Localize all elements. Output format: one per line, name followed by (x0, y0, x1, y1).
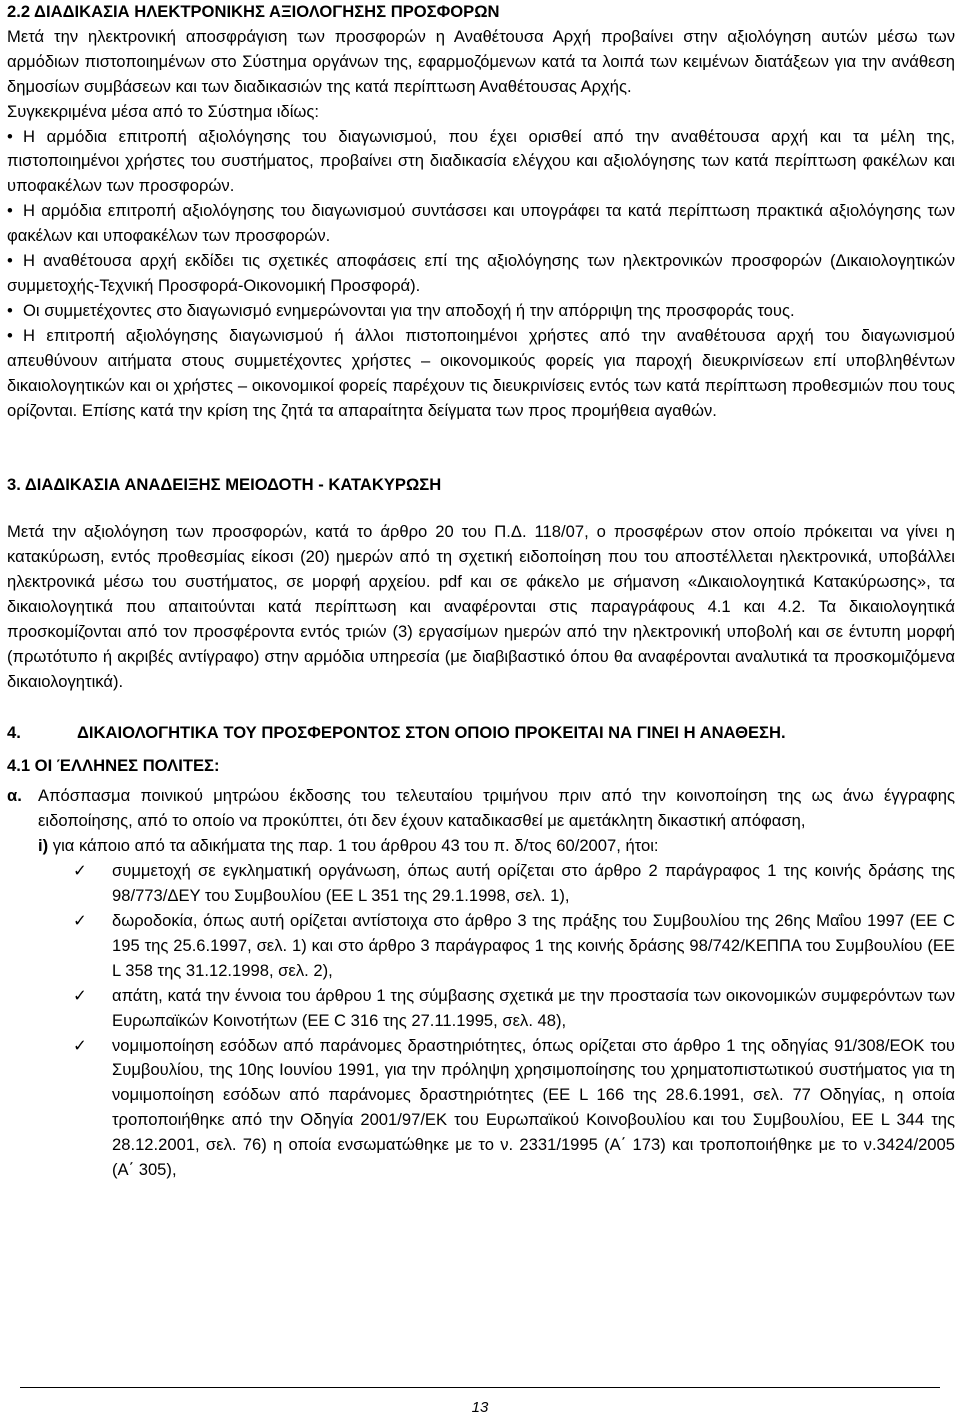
footer-divider (20, 1387, 940, 1388)
check-item-text: συμμετοχή σε εγκληματική οργάνωση, όπως αυτή ορίζεται στο άρθρο 2 παράγραφος 1 της κοινής δράσης της 98/773/ΔΕΥ του Συμβουλίου (ΕΕ L 351 της 29.1.1998, σελ. 1), (112, 861, 955, 906)
bullet-text: Η αρμόδια επιτροπή αξιολόγησης του διαγωνισμού, που έχει ορισθεί από την αναθέτουσα αρχή και τα μέλη της, πιστοποιημένοι χρήστες του συστήματος, προβαίνει στη διαδικασία ελέγχου και αξιολόγησης των κατά περίπτωση φακέλων και υποφακέλων των προσφορών. (7, 126, 955, 196)
section-2-2-lead: Συγκεκριμένα μέσα από το Σύστημα ιδίως: (7, 101, 319, 121)
bullet-text: Η αρμόδια επιτροπή αξιολόγησης του διαγωνισμού συντάσσει και υπογράφει τα κατά περίπτωση πρακτικά αξιολόγησης των φακέλων και υποφακέλων των προσφορών. (7, 201, 955, 246)
section-4-title (7, 721, 955, 746)
check-item-text: νομιμοποίηση εσόδων από παράνομες δραστηριότητες, όπως ορίζεται στο άρθρο 1 της οδηγίας 91/308/ΕΟΚ του Συμβουλίου, της 10ης Ιουνίου 1991, για την πρόληψη χρησιμοποίησης του χρηματοπιστωτικού συστήματος για τη νομιμοποίηση εσόδων από παράνομες δραστηριότητες (ΕΕ L 166 της 28.6.1991, σελ. 77 Οδηγίας, η οποία τροποποιήθηκε από την Οδηγία 2001/97/ΕΚ του Ευρωπαϊκού Κοινοβουλίου και του Συμβουλίου, ΕΕ L 344 της 28.12.2001, σελ. 76) η οποία ενσωματώθηκε με το ν. 2331/1995 (Α΄ 173) και τροποποιήθηκε με το ν.3424/2005 (Α΄ 305), (112, 1035, 955, 1180)
check-item-text: δωροδοκία, όπως αυτή ορίζεται αντίστοιχα στο άρθρο 3 της πράξης του Συμβουλίου της 26ης Μαΐου 1997 (ΕΕ C 195 της 25.6.1997, σελ. 1) και στο άρθρο 3 παράγραφος 1 της κοινής δράσης 98/742/ΚΕΠΠΑ του Συμβουλίου (ΕΕ L 358 της 31.12.1998, σελ. 2), (112, 911, 955, 980)
bullet-item (7, 324, 955, 424)
check-list-item (7, 909, 955, 984)
bullet-item (7, 249, 955, 299)
sub-item-i (38, 834, 955, 859)
check-list-item (7, 1034, 955, 1183)
check-list-item (7, 859, 955, 909)
bullet-text: Η αναθέτουσα αρχή εκδίδει τις σχετικές αποφάσεις επί της αξιολόγησης των ηλεκτρονικών προσφορών (Δικαιολογητικών συμμετοχής-Τεχνική Προσφορά-Οικονομική Προσφορά). (7, 251, 955, 295)
section-4-title-text: ΔΙΚΑΙΟΛΟΓΗΤΙΚΑ ΤΟΥ ΠΡΟΣΦΕΡΟΝΤΟΣ ΣΤΟΝ ΟΠΟΙΟ ΠΡΟΚΕΙΤΑΙ ΝΑ ΓΙΝΕΙ Η ΑΝΑΘΕΣΗ. (77, 722, 786, 742)
section-4-number: 4. (7, 722, 21, 742)
section-2-2-intro: Μετά την ηλεκτρονική αποσφράγιση των προσφορών η Αναθέτουσα Αρχή προβαίνει στην αξιολόγηση αυτών μέσω των αρμόδιων πιστοποιημένων στο Σύστημα οργάνων της, εφαρμοζόμενων κατά τα λοιπά των κειμένων διατάξεων για την ανάθεση δημοσίων συμβάσεων και των διαδικασιών της κατά περίπτωση Αναθέτουσας Αρχής. (7, 26, 955, 96)
bullet-icon: • (7, 325, 13, 345)
check-mark-icon: ✓ (73, 861, 87, 881)
bullet-text: Η επιτροπή αξιολόγησης διαγωνισμού ή άλλοι πιστοποιημένοι χρήστες από την αναθέτουσα αρχή του διαγωνισμού απευθύνουν αιτήματα στους συμμετέχοντες χρήστες – οικονομικούς φορείς για παροχή διευκρινίσεων επί υποβληθέντων δικαιολογητικών και οι χρήστες – οικονομικοί φορείς παρέχουν τις διευκρινίσεις εντός των κατά περίπτωση προθεσμιών που τους ορίζονται. Επίσης κατά την κρίση της ζητά τα απαραίτητα δείγματα των προς προμήθεια αγαθών. (7, 325, 955, 420)
check-list-item (7, 984, 955, 1034)
bullet-item (7, 299, 955, 324)
item-a-text: Απόσπασμα ποινικού μητρώου έκδοσης του τελευταίου τριμήνου πριν από την κοινοποίηση της ως άνω έγγραφης ειδοποίησης, από το οποίο να προκύπτει, ότι δεν έχουν καταδικασθεί με αμετάκλητη δικαστική απόφαση, (38, 786, 955, 831)
bullet-icon: • (7, 201, 13, 221)
section-3-body: Μετά την αξιολόγηση των προσφορών, κατά το άρθρο 20 του Π.Δ. 118/07, ο προσφέρων στον οποίο πρόκειται να γίνει η κατακύρωση, εντός προθεσμίας είκοσι (20) ημερών από τη σχετική ειδοποίηση που του αποστέλλεται ηλεκτρονικά, υποβάλλει ηλεκτρονικά μέσω του συστήματος, σε μορφή αρχείου. pdf και σε φάκελο με σήμανση «Δικαιολογητικά Κατακύρωσης», τα δικαιολογητικά που απαιτούνται κατά περίπτωση και αναφέρονται στις παραγράφους 4.1 και 4.2. Τα δικαιολογητικά προσκομίζονται από τον προσφέροντα εντός τριών (3) εργασίμων ημερών από την ηλεκτρονική υποβολή και σε έντυπη μορφή (πρωτότυπο ή ακριβές αντίγραφο) στην αρμόδια υπηρεσία (με διαβιβαστικό όπου θα αναφέρονται αναλυτικά τα προσκομιζόμενα δικαιολογητικά). (7, 522, 955, 691)
item-a (7, 784, 955, 834)
bullet-icon: • (7, 126, 13, 146)
bullet-text: Οι συμμετέχοντες στο διαγωνισμό ενημερώνονται για την αποδοχή ή την απόρριψη της προσφοράς τους. (23, 300, 795, 320)
check-mark-icon: ✓ (73, 985, 87, 1005)
check-mark-icon: ✓ (73, 1035, 87, 1055)
section-3-title-text: 3. ΔΙΑΔΙΚΑΣΙΑ ΑΝΑΔΕΙΞΗΣ ΜΕΙΟΔΟΤΗ - ΚΑΤΑΚΥΡΩΣΗ (7, 475, 442, 495)
bullet-item (7, 199, 955, 249)
check-item-text: απάτη, κατά την έννοια του άρθρου 1 της σύμβασης σχετικά με την προστασία των οικονομικών συμφερόντων των Ευρωπαϊκών Κοινοτήτων (ΕΕ C 316 της 27.11.1995, σελ. 48), (112, 985, 955, 1030)
section-2-2-title: 2.2 ΔΙΑΔΙΚΑΣΙΑ ΗΛΕΚΤΡΟΝΙΚΗΣ ΑΞΙΟΛΟΓΗΣΗΣ ΠΡΟΣΦΟΡΩΝ (7, 2, 500, 21)
section-3-title (7, 473, 955, 498)
sub-item-i-label: i) (38, 836, 49, 856)
item-a-label: α. (7, 786, 22, 806)
check-mark-icon: ✓ (73, 911, 87, 930)
section-4-1-subtitle: 4.1 ΟΙ ΈΛΛΗΝΕΣ ΠΟΛΙΤΕΣ: (7, 755, 220, 775)
sub-item-i-text: για κάποιο από τα αδικήματα της παρ. 1 του άρθρου 43 του π. δ/τος 60/2007, ήτοι: (52, 836, 659, 856)
bullet-icon: • (7, 300, 13, 320)
page-number: 13 (471, 1399, 489, 1416)
bullet-icon: • (7, 251, 13, 271)
bullet-item (7, 125, 955, 200)
